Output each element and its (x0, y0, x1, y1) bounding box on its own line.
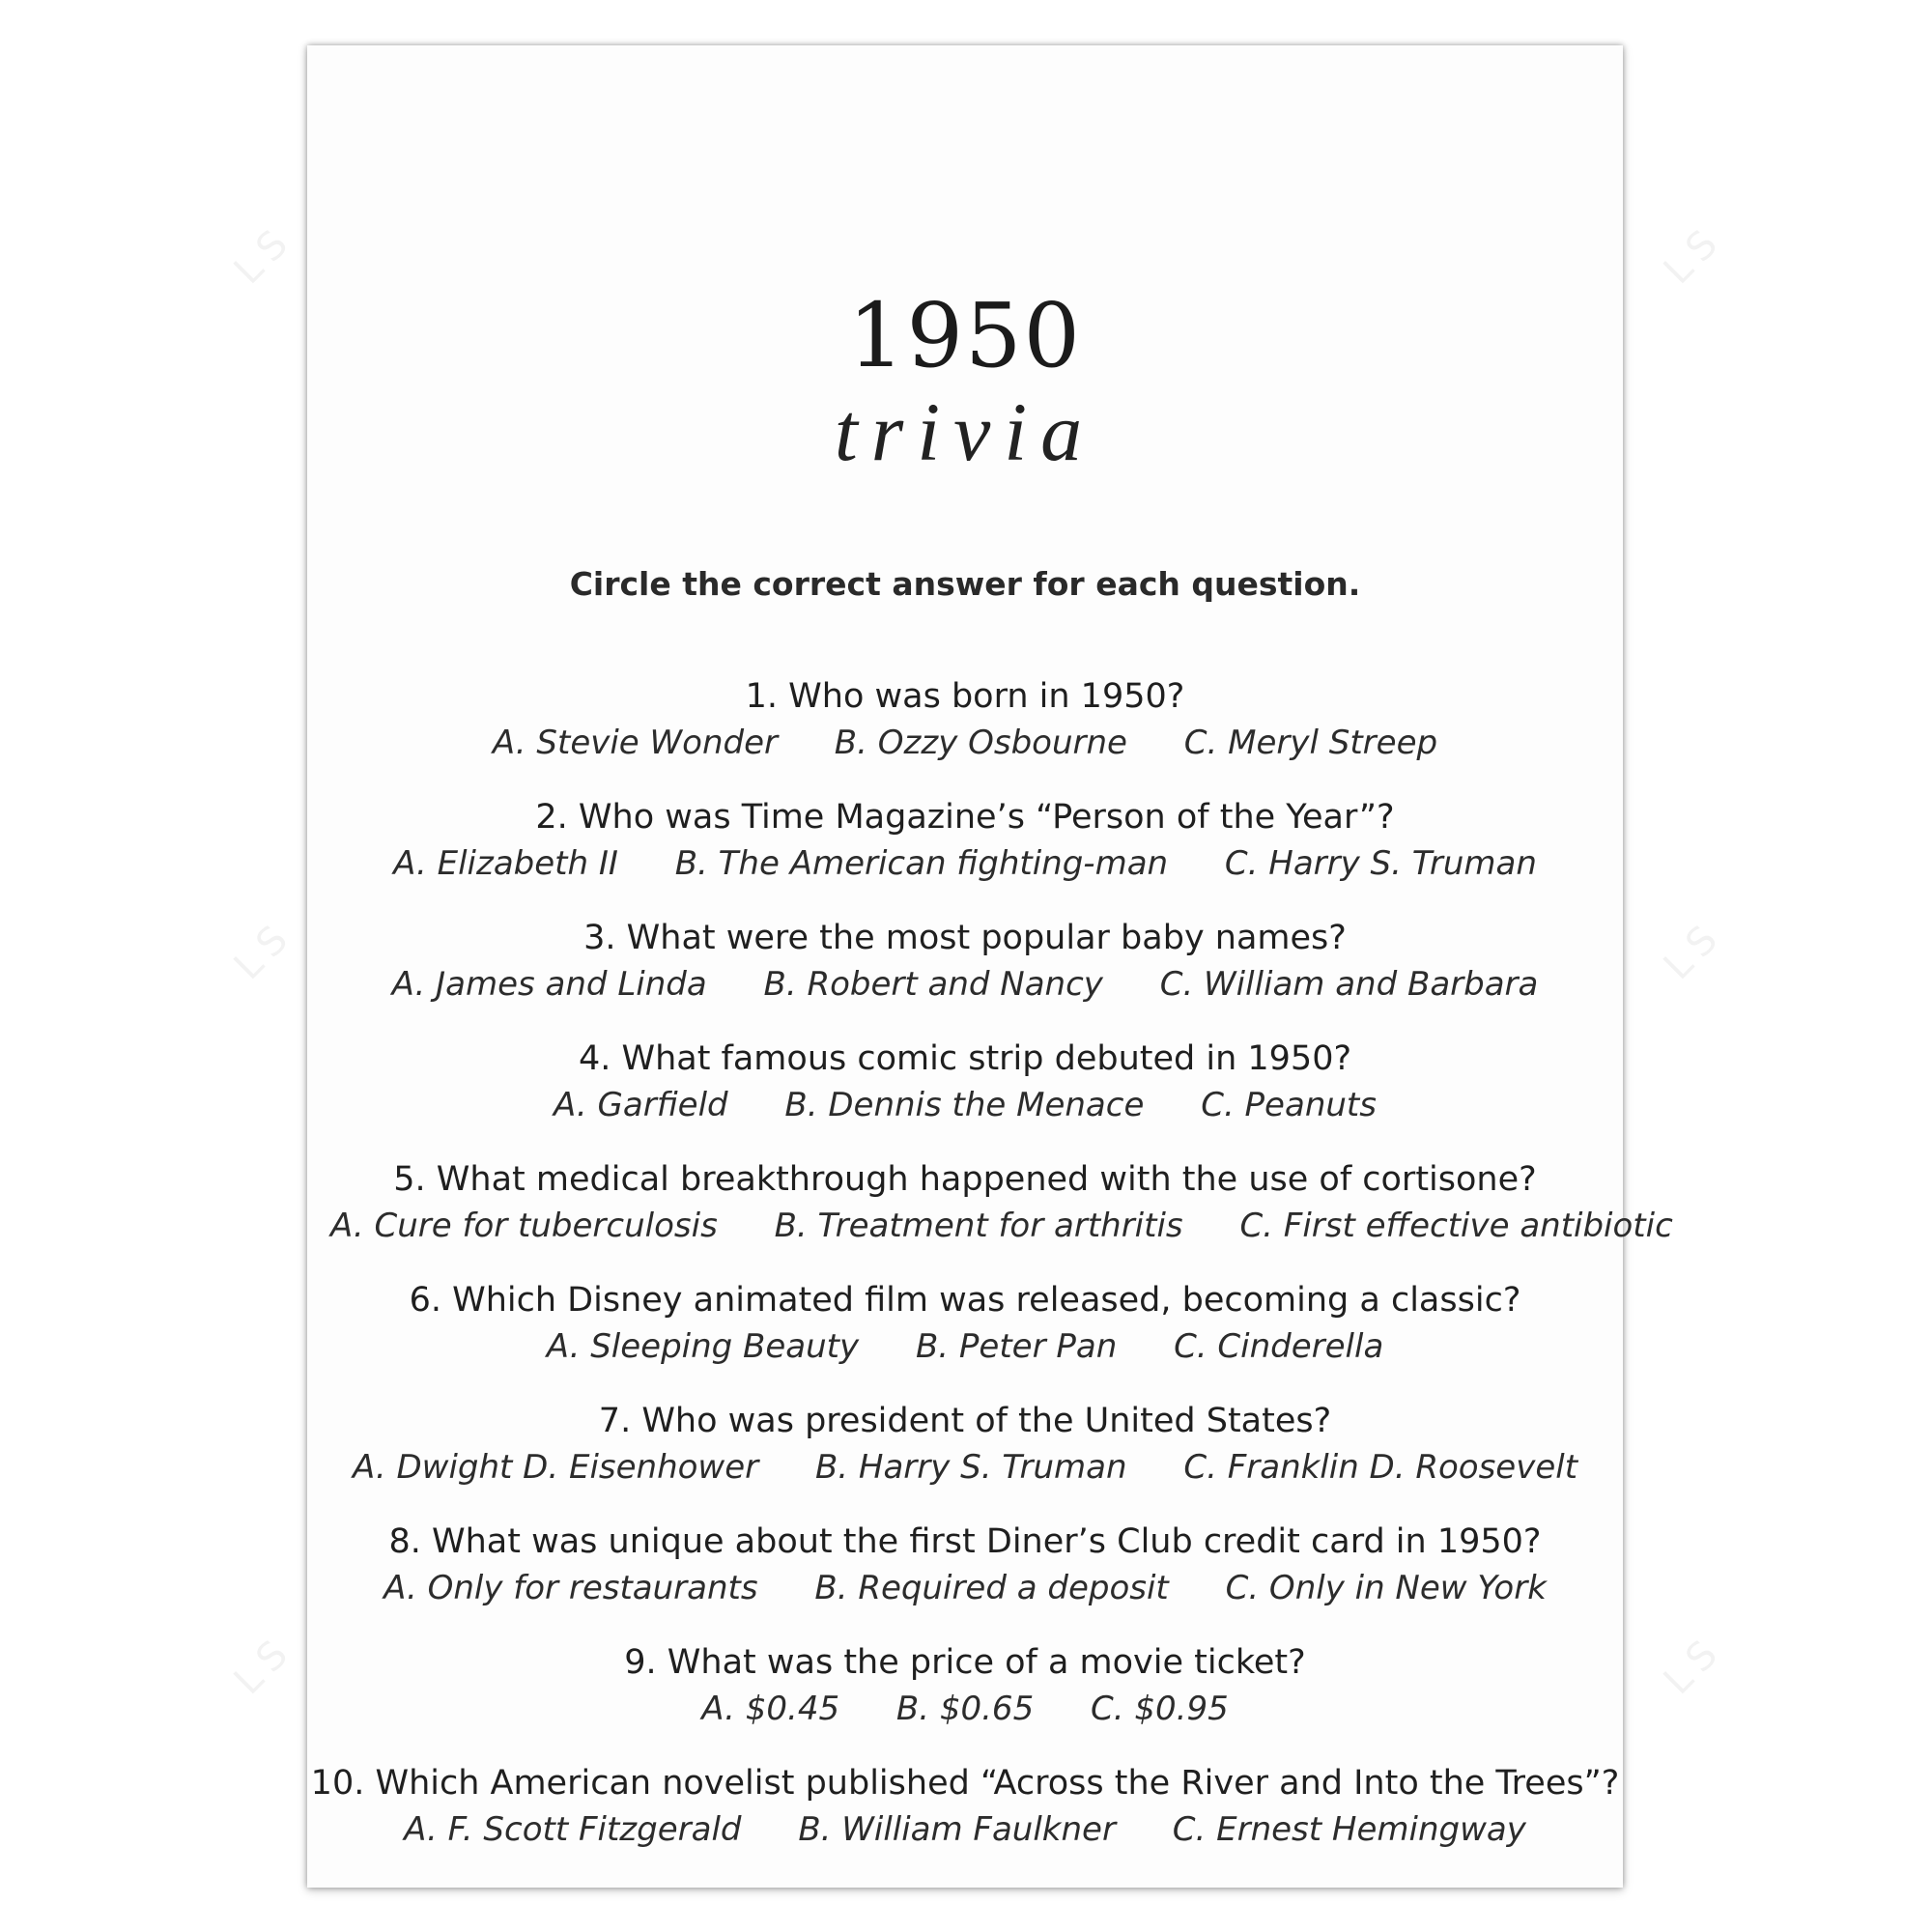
answer-option[interactable]: B. Robert and Nancy (763, 965, 1103, 1004)
question-item (307, 794, 1623, 887)
answer-row (307, 961, 1623, 1008)
question-text: 3. What were the most popular baby names? (583, 919, 1347, 957)
trivia-card (307, 45, 1673, 1888)
question-item (307, 1760, 1623, 1853)
answer-row (307, 1806, 1623, 1853)
question-item (307, 1156, 1673, 1249)
answer-option[interactable]: C. Franklin D. Roosevelt (1183, 1448, 1578, 1487)
answer-row (307, 1082, 1623, 1128)
question-text: 8. What was unique about the first Diner’s Club credit card in 1950? (388, 1522, 1542, 1561)
answer-option[interactable]: B. Treatment for arthritis (774, 1207, 1183, 1245)
answer-option[interactable]: C. First effective antibiotic (1239, 1207, 1673, 1245)
question-item (307, 915, 1623, 1008)
question-text: 10. Which American novelist published “Across the River and Into the Trees”? (310, 1764, 1620, 1803)
answer-row (307, 840, 1623, 887)
answer-option[interactable]: C. Cinderella (1174, 1327, 1384, 1366)
answer-option[interactable]: C. Harry S. Truman (1224, 844, 1537, 883)
question-item (307, 1639, 1623, 1732)
answer-option[interactable]: A. Cure for tuberculosis (330, 1207, 718, 1245)
answer-option[interactable]: A. Only for restaurants (384, 1569, 758, 1607)
answer-option[interactable]: A. Dwight D. Eisenhower (352, 1448, 759, 1487)
answer-option[interactable]: B. Ozzy Osbourne (834, 724, 1127, 762)
answer-option[interactable]: B. William Faulkner (798, 1810, 1116, 1849)
question-text: 6. Which Disney animated film was released, becoming a classic? (409, 1281, 1521, 1320)
watermark: LS (225, 1625, 304, 1704)
answer-row (307, 1323, 1623, 1370)
answer-option[interactable]: C. Meryl Streep (1183, 724, 1438, 762)
title-year: 1950 (847, 284, 1083, 387)
watermark: LS (1655, 1625, 1734, 1704)
question-text: 5. What medical breakthrough happened with the use of cortisone? (393, 1160, 1537, 1199)
question-text: 2. Who was Time Magazine’s “Person of the Year”? (535, 798, 1395, 837)
watermark: LS (225, 910, 304, 989)
answer-row (307, 1686, 1623, 1732)
answer-option[interactable]: B. $0.65 (895, 1690, 1035, 1728)
answer-option[interactable]: C. Ernest Hemingway (1172, 1810, 1526, 1849)
question-text: 9. What was the price of a movie ticket? (624, 1643, 1306, 1682)
answer-option[interactable]: B. Required a deposit (814, 1569, 1169, 1607)
answer-row (307, 1203, 1673, 1249)
answer-option[interactable]: B. Dennis the Menace (784, 1086, 1145, 1124)
question-item (307, 1036, 1623, 1128)
answer-option[interactable]: B. Peter Pan (915, 1327, 1118, 1366)
question-text: 1. Who was born in 1950? (745, 677, 1185, 716)
answer-option[interactable]: B. Harry S. Truman (814, 1448, 1127, 1487)
question-item (307, 1398, 1623, 1491)
watermark: LS (1655, 910, 1734, 989)
answer-option[interactable]: A. Elizabeth II (393, 844, 618, 883)
answer-option[interactable]: C. Peanuts (1201, 1086, 1377, 1124)
answer-row (307, 1565, 1623, 1611)
answer-option[interactable]: A. James and Linda (391, 965, 707, 1004)
answer-option[interactable]: A. Garfield (554, 1086, 728, 1124)
instructions: Circle the correct answer for each question. (569, 565, 1361, 603)
answer-option[interactable]: A. Sleeping Beauty (546, 1327, 860, 1366)
answer-option[interactable]: B. The American fighting-man (674, 844, 1169, 883)
question-text: 4. What famous comic strip debuted in 1950? (578, 1039, 1352, 1078)
answer-option[interactable]: A. Stevie Wonder (492, 724, 778, 762)
answer-option[interactable]: C. Only in New York (1225, 1569, 1547, 1607)
answer-option[interactable]: A. F. Scott Fitzgerald (404, 1810, 742, 1849)
answer-row (307, 720, 1623, 766)
answer-option[interactable]: A. $0.45 (701, 1690, 840, 1728)
watermark: LS (225, 214, 304, 294)
question-item (307, 1277, 1623, 1370)
question-item (307, 1519, 1623, 1611)
question-text: 7. Who was president of the United States? (598, 1402, 1332, 1440)
answer-row (307, 1444, 1623, 1491)
watermark: LS (1655, 214, 1734, 294)
question-item (307, 673, 1623, 766)
answer-option[interactable]: C. $0.95 (1091, 1690, 1229, 1728)
title-word: trivia (834, 385, 1096, 478)
answer-option[interactable]: C. William and Barbara (1159, 965, 1539, 1004)
